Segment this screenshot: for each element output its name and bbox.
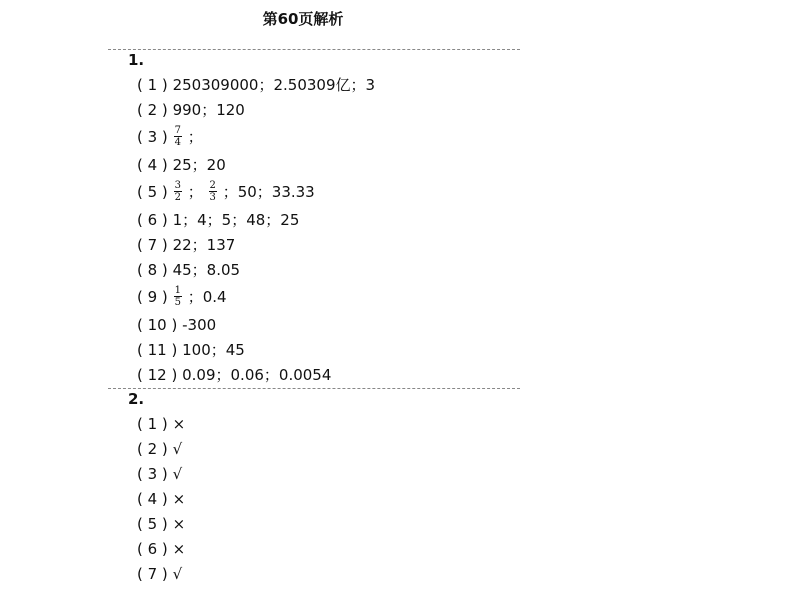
item-number: ( 10 ) <box>137 315 178 334</box>
answer-text: 100；45 <box>182 340 245 359</box>
fraction <box>174 285 182 308</box>
item-number: ( 6 ) <box>137 210 168 229</box>
page-title: 第60页解析 <box>262 10 344 28</box>
answer-text: ； <box>187 127 203 146</box>
item-number: ( 4 ) <box>137 155 168 174</box>
answer-1-1 <box>137 74 375 95</box>
answer-text: 1；4；5；48；25 <box>172 210 300 229</box>
item-number: ( 11 ) <box>137 340 178 359</box>
answer-text: -300 <box>182 315 217 334</box>
answer-2-4 <box>137 488 185 509</box>
answer-1-4 <box>137 154 226 175</box>
answer-1-11 <box>137 339 245 360</box>
item-number: ( 3 ) <box>137 127 168 146</box>
item-number: ( 1 ) <box>137 75 168 94</box>
fraction-numerator: 7 <box>174 125 181 136</box>
answer-1-8 <box>137 259 240 280</box>
fraction-denominator: 3 <box>209 192 216 203</box>
answer-2-6 <box>137 538 185 559</box>
check-mark-icon: √ <box>172 464 183 483</box>
section-divider <box>108 388 520 389</box>
cross-mark-icon: × <box>172 539 186 558</box>
answer-1-12 <box>137 364 331 385</box>
cross-mark-icon: × <box>172 514 186 533</box>
fraction-numerator: 3 <box>174 180 181 191</box>
answer-text: ；50；33.33 <box>222 182 315 201</box>
item-number: ( 6 ) <box>137 539 168 558</box>
answer-1-9 <box>137 285 227 308</box>
item-number: ( 5 ) <box>137 182 168 201</box>
answer-text: 22；137 <box>172 235 236 254</box>
fraction-denominator: 5 <box>174 297 181 308</box>
answer-text: 45；8.05 <box>172 260 241 279</box>
item-number: ( 9 ) <box>137 287 168 306</box>
fraction <box>174 180 182 203</box>
cross-mark-icon: × <box>172 414 186 433</box>
answer-1-2 <box>137 99 245 120</box>
item-number: ( 7 ) <box>137 564 168 583</box>
answer-1-10 <box>137 314 216 335</box>
item-number: ( 2 ) <box>137 439 168 458</box>
item-number: ( 3 ) <box>137 464 168 483</box>
item-number: ( 7 ) <box>137 235 168 254</box>
answer-1-3 <box>137 125 203 148</box>
fraction-denominator: 4 <box>174 137 181 148</box>
check-mark-icon: √ <box>172 439 183 458</box>
item-number: ( 5 ) <box>137 514 168 533</box>
separator-text: ； <box>187 182 203 201</box>
answer-1-6 <box>137 209 299 230</box>
answer-2-2 <box>137 438 182 459</box>
answer-2-5 <box>137 513 185 534</box>
answer-text: 990；120 <box>172 100 245 119</box>
fraction-numerator: 2 <box>209 180 216 191</box>
section-1-number: 1. <box>128 51 145 69</box>
check-mark-icon: √ <box>172 564 183 583</box>
answer-1-7 <box>137 234 235 255</box>
answer-1-5 <box>137 180 315 203</box>
answer-text: 250309000；2.50309亿；3 <box>172 75 376 94</box>
fraction <box>209 180 217 203</box>
answer-text: ；0.4 <box>187 287 227 306</box>
item-number: ( 2 ) <box>137 100 168 119</box>
cross-mark-icon: × <box>172 489 186 508</box>
answer-text: 0.09；0.06；0.0054 <box>182 365 332 384</box>
item-number: ( 12 ) <box>137 365 178 384</box>
answer-2-3 <box>137 463 182 484</box>
item-number: ( 4 ) <box>137 489 168 508</box>
fraction-denominator: 2 <box>174 192 181 203</box>
fraction-numerator: 1 <box>174 285 181 296</box>
section-divider <box>108 49 520 50</box>
section-2-number: 2. <box>128 390 145 408</box>
fraction <box>174 125 182 148</box>
item-number: ( 8 ) <box>137 260 168 279</box>
item-number: ( 1 ) <box>137 414 168 433</box>
answer-2-7 <box>137 563 182 584</box>
answer-text: 25；20 <box>172 155 226 174</box>
answer-2-1 <box>137 413 185 434</box>
